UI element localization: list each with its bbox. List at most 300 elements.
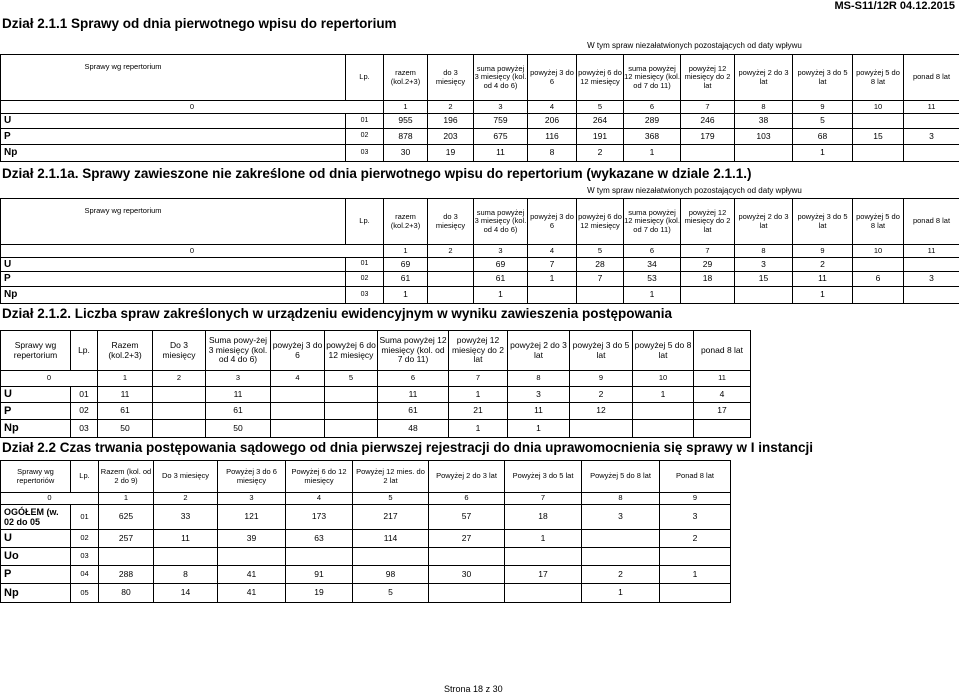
col-header: powyżej 12 miesięcy do 2 lat	[681, 199, 735, 245]
table-row	[1, 258, 959, 272]
row-label: OGÓŁEM (w. 02 do 05	[1, 505, 71, 530]
row-lp: 03	[346, 287, 384, 304]
index-cell: 6	[624, 101, 681, 114]
index-cell: 4	[271, 371, 325, 387]
index-cell: 1	[384, 245, 428, 258]
table-cell: 12	[570, 403, 633, 420]
col-header: powyżej 5 do 8 lat	[633, 331, 694, 371]
table-cell: 6	[853, 272, 904, 287]
table-cell: 217	[353, 505, 429, 530]
table-cell	[582, 530, 660, 548]
table-cell: 14	[154, 584, 218, 603]
table-cell: 61	[474, 272, 528, 287]
table-cell	[904, 287, 959, 304]
table-cell: 15	[735, 272, 793, 287]
table-cell: 41	[218, 584, 286, 603]
row-label: Np	[1, 420, 71, 438]
col-header: powyżej 3 do 5 lat	[570, 331, 633, 371]
index-cell: 6	[378, 371, 449, 387]
col-header: powyżej 3 do 6	[528, 199, 577, 245]
table-cell: 2	[582, 566, 660, 584]
index-cell: 3	[206, 371, 271, 387]
table-cell: 11	[206, 387, 271, 403]
table-cell: 11	[508, 403, 570, 420]
row-lp: 01	[71, 505, 99, 530]
table-cell: 41	[218, 566, 286, 584]
col-header: powyżej 3 do 6	[271, 331, 325, 371]
table-cell: 19	[286, 584, 353, 603]
col-header: razem (kol.2+3)	[384, 199, 428, 245]
row-label: U	[1, 387, 71, 403]
table-cell: 1	[660, 566, 731, 584]
table-cell: 2	[577, 145, 624, 162]
col-header: powyżej 2 do 3 lat	[735, 55, 793, 101]
index-cell: 0	[1, 493, 99, 505]
table-cell: 173	[286, 505, 353, 530]
header-row	[1, 461, 731, 493]
table-cell: 15	[853, 129, 904, 145]
col-header-lp: Lp.	[346, 199, 384, 245]
index-cell: 5	[325, 371, 378, 387]
section-1-title: Dział 2.1.1 Sprawy od dnia pierwotnego wpisu do repertorium	[2, 16, 397, 31]
table-cell	[429, 548, 505, 566]
table-cell: 257	[99, 530, 154, 548]
table-cell	[428, 272, 474, 287]
table-cell	[660, 584, 731, 603]
table-cell: 30	[429, 566, 505, 584]
row-lp: 05	[71, 584, 99, 603]
index-cell: 9	[570, 371, 633, 387]
table-cell: 61	[378, 403, 449, 420]
table-row	[1, 114, 959, 129]
index-cell: 3	[474, 101, 528, 114]
table-row	[1, 145, 959, 162]
table-cell: 264	[577, 114, 624, 129]
row-label: P	[1, 403, 71, 420]
table-cell: 1	[793, 287, 853, 304]
col-header-lp: Lp.	[71, 331, 98, 371]
table-row	[1, 566, 731, 584]
row-label: U	[1, 114, 346, 129]
row-lp: 01	[346, 114, 384, 129]
col-header: powyżej 2 do 3 lat	[735, 199, 793, 245]
section-2-table	[0, 198, 959, 304]
col-header: Powyżej 3 do 6 miesięcy	[218, 461, 286, 493]
col-header-repertorium: Sprawy wg repertorium	[1, 199, 346, 245]
table-cell: 1	[384, 287, 428, 304]
col-header: powyżej 6 do 12 miesięcy	[577, 199, 624, 245]
index-cell: 5	[577, 245, 624, 258]
row-lp: 01	[71, 387, 98, 403]
table-cell: 18	[681, 272, 735, 287]
table-row	[1, 530, 731, 548]
table-cell: 8	[154, 566, 218, 584]
section-2-title: Dział 2.1.1a. Sprawy zawieszone nie zakreślone od dnia pierwotnego wpisu do repertorium (wykazane w dziale 2.1.1.)	[2, 166, 752, 181]
table-cell	[694, 420, 751, 438]
section-4-title: Dział 2.2 Czas trwania postępowania sądowego od dnia pierwszej rejestracji do dnia uprawomocnienia się sprawy w I instancji	[2, 440, 813, 455]
table-cell: 50	[98, 420, 153, 438]
table-cell	[633, 420, 694, 438]
table-cell: 21	[449, 403, 508, 420]
table-cell: 1	[449, 420, 508, 438]
table-cell: 17	[694, 403, 751, 420]
table-cell	[271, 403, 325, 420]
table-cell	[577, 287, 624, 304]
index-cell: 5	[353, 493, 429, 505]
table-cell: 8	[528, 145, 577, 162]
table-cell	[325, 420, 378, 438]
table-cell: 288	[99, 566, 154, 584]
table-cell: 179	[681, 129, 735, 145]
index-cell: 11	[904, 245, 959, 258]
row-label: Uo	[1, 548, 71, 566]
table-row	[1, 387, 751, 403]
footer-separator: z	[485, 684, 491, 694]
index-row	[1, 101, 959, 114]
col-header-lp: Lp.	[71, 461, 99, 493]
table-row	[1, 584, 731, 603]
index-cell: 8	[582, 493, 660, 505]
table-cell	[428, 287, 474, 304]
table-cell	[325, 403, 378, 420]
col-header: Powyżej 5 do 8 lat	[582, 461, 660, 493]
col-header: Suma powyżej 12 miesięcy (kol. od 7 do 11)	[378, 331, 449, 371]
row-label: P	[1, 272, 346, 287]
table-cell: 80	[99, 584, 154, 603]
col-header: razem (kol.2+3)	[384, 55, 428, 101]
section-3-title: Dział 2.1.2. Liczba spraw zakreślonych w urządzeniu ewidencyjnym w wyniku zawieszenia postępowania	[2, 306, 672, 321]
table-cell: 2	[660, 530, 731, 548]
table-cell	[528, 287, 577, 304]
table-cell	[853, 258, 904, 272]
table-cell: 69	[384, 258, 428, 272]
table-cell: 98	[353, 566, 429, 584]
table-cell: 3	[735, 258, 793, 272]
table-cell: 61	[206, 403, 271, 420]
table-cell: 5	[793, 114, 853, 129]
index-cell: 0	[1, 245, 384, 258]
table-cell	[353, 548, 429, 566]
table-cell: 11	[378, 387, 449, 403]
table-cell: 39	[218, 530, 286, 548]
col-header: suma powyżej 12 miesięcy (kol. od 7 do 11)	[624, 55, 681, 101]
col-header: powyżej 12 miesięcy do 2 lat	[681, 55, 735, 101]
col-header: powyżej 6 do 12 miesięcy	[577, 55, 624, 101]
index-cell: 11	[904, 101, 959, 114]
table-cell: 1	[793, 145, 853, 162]
table-cell	[271, 420, 325, 438]
table-cell: 675	[474, 129, 528, 145]
index-cell: 0	[1, 101, 384, 114]
table-cell: 38	[735, 114, 793, 129]
header-row	[1, 199, 959, 245]
table-cell	[286, 548, 353, 566]
col-header: powyżej 6 do 12 miesięcy	[325, 331, 378, 371]
table-cell: 2	[570, 387, 633, 403]
table-row	[1, 129, 959, 145]
table-cell: 30	[384, 145, 428, 162]
table-cell: 103	[735, 129, 793, 145]
table-cell: 63	[286, 530, 353, 548]
row-lp: 02	[71, 530, 99, 548]
table-cell: 121	[218, 505, 286, 530]
col-header: Do 3 miesięcy	[153, 331, 206, 371]
row-label: U	[1, 258, 346, 272]
col-header: ponad 8 lat	[904, 199, 959, 245]
table-cell: 1	[508, 420, 570, 438]
table-cell	[853, 114, 904, 129]
index-cell: 4	[528, 245, 577, 258]
table-cell: 19	[428, 145, 474, 162]
table-cell: 18	[505, 505, 582, 530]
table-cell: 33	[154, 505, 218, 530]
table-cell: 7	[528, 258, 577, 272]
footer-page-number: 18	[473, 684, 484, 694]
table-cell: 289	[624, 114, 681, 129]
table-cell	[153, 420, 206, 438]
table-cell	[681, 287, 735, 304]
table-cell: 759	[474, 114, 528, 129]
index-cell: 10	[853, 245, 904, 258]
table-cell: 28	[577, 258, 624, 272]
section-4-table	[0, 460, 731, 603]
index-cell: 1	[99, 493, 154, 505]
col-header: Razem (kol. od 2 do 9)	[99, 461, 154, 493]
table-cell: 11	[154, 530, 218, 548]
table-cell	[582, 548, 660, 566]
col-header: powyżej 5 do 8 lat	[853, 199, 904, 245]
col-header: Powyżej 12 mies. do 2 lat	[353, 461, 429, 493]
table-cell	[570, 420, 633, 438]
table-cell	[428, 258, 474, 272]
table-cell	[505, 584, 582, 603]
col-header: suma powyżej 3 miesięcy (kol. od 4 do 6)	[474, 199, 528, 245]
table-cell: 196	[428, 114, 474, 129]
col-header: Ponad 8 lat	[660, 461, 731, 493]
header-row	[1, 331, 751, 371]
row-label: Np	[1, 145, 346, 162]
row-lp: 03	[346, 145, 384, 162]
col-header-repertorium: Sprawy wg repertorium	[1, 331, 71, 371]
table-cell	[429, 584, 505, 603]
col-header: powyżej 3 do 5 lat	[793, 199, 853, 245]
header-row	[1, 55, 959, 101]
index-row	[1, 245, 959, 258]
table-cell: 17	[505, 566, 582, 584]
col-header: powyżej 5 do 8 lat	[853, 55, 904, 101]
table-cell: 34	[624, 258, 681, 272]
table-cell	[735, 287, 793, 304]
col-header: do 3 miesięcy	[428, 55, 474, 101]
index-cell: 2	[428, 245, 474, 258]
section-1-table	[0, 54, 959, 162]
table-cell: 4	[694, 387, 751, 403]
section-3-table	[0, 330, 751, 438]
table-row	[1, 548, 731, 566]
index-cell: 2	[154, 493, 218, 505]
index-cell: 7	[681, 101, 735, 114]
table-cell	[271, 387, 325, 403]
table-cell: 68	[793, 129, 853, 145]
index-cell: 1	[384, 101, 428, 114]
table-cell: 3	[660, 505, 731, 530]
table-cell	[633, 403, 694, 420]
table-cell: 2	[793, 258, 853, 272]
table-cell: 116	[528, 129, 577, 145]
row-lp: 02	[71, 403, 98, 420]
row-label: U	[1, 530, 71, 548]
table-cell: 53	[624, 272, 681, 287]
table-row	[1, 420, 751, 438]
index-cell: 11	[694, 371, 751, 387]
col-header: Suma powy-żej 3 miesięcy (kol. od 4 do 6)	[206, 331, 271, 371]
index-row	[1, 493, 731, 505]
footer-prefix: Strona	[444, 684, 471, 694]
col-header: ponad 8 lat	[904, 55, 959, 101]
table-cell: 368	[624, 129, 681, 145]
table-cell	[681, 145, 735, 162]
col-header: powyżej 3 do 5 lat	[793, 55, 853, 101]
col-header: Do 3 miesięcy	[154, 461, 218, 493]
table-cell	[505, 548, 582, 566]
table-cell	[218, 548, 286, 566]
table-row	[1, 272, 959, 287]
col-header: Powyżej 2 do 3 lat	[429, 461, 505, 493]
col-header: Powyżej 3 do 5 lat	[505, 461, 582, 493]
table-cell: 91	[286, 566, 353, 584]
table-cell: 3	[582, 505, 660, 530]
col-header: Razem (kol.2+3)	[98, 331, 153, 371]
table-cell: 11	[474, 145, 528, 162]
index-cell: 5	[577, 101, 624, 114]
col-header: powyżej 2 do 3 lat	[508, 331, 570, 371]
table-row	[1, 287, 959, 304]
table-cell: 48	[378, 420, 449, 438]
index-cell: 6	[624, 245, 681, 258]
table-cell: 1	[624, 287, 681, 304]
table-cell: 1	[582, 584, 660, 603]
table-cell: 50	[206, 420, 271, 438]
index-cell: 8	[735, 101, 793, 114]
table-cell: 114	[353, 530, 429, 548]
footer-page-total: 30	[492, 684, 503, 694]
col-header: do 3 miesięcy	[428, 199, 474, 245]
table-cell: 1	[474, 287, 528, 304]
table-cell: 29	[681, 258, 735, 272]
table-cell: 3	[904, 272, 959, 287]
index-cell: 9	[793, 245, 853, 258]
row-lp: 01	[346, 258, 384, 272]
table-cell: 1	[528, 272, 577, 287]
page-footer	[444, 684, 503, 694]
row-label: P	[1, 129, 346, 145]
index-cell: 2	[153, 371, 206, 387]
index-cell: 0	[1, 371, 98, 387]
section-2-span-header: W tym spraw niezałatwionych pozostających od daty wpływu	[587, 186, 802, 195]
table-cell	[853, 287, 904, 304]
col-header-repertorium: Sprawy wg repertoriów	[1, 461, 71, 493]
index-cell: 7	[505, 493, 582, 505]
col-header: Powyżej 6 do 12 miesięcy	[286, 461, 353, 493]
table-cell: 61	[384, 272, 428, 287]
index-cell: 7	[449, 371, 508, 387]
section-1-span-header: W tym spraw niezałatwionych pozostających od daty wpływu	[587, 41, 802, 50]
index-cell: 8	[735, 245, 793, 258]
table-cell: 11	[793, 272, 853, 287]
col-header: powyżej 3 do 6	[528, 55, 577, 101]
table-row	[1, 403, 751, 420]
table-cell: 61	[98, 403, 153, 420]
table-cell: 69	[474, 258, 528, 272]
table-cell: 1	[624, 145, 681, 162]
col-header: suma powyżej 12 miesięcy (kol. od 7 do 11)	[624, 199, 681, 245]
col-header: ponad 8 lat	[694, 331, 751, 371]
index-cell: 3	[474, 245, 528, 258]
table-cell: 7	[577, 272, 624, 287]
table-cell	[325, 387, 378, 403]
table-cell	[904, 258, 959, 272]
index-cell: 8	[508, 371, 570, 387]
row-lp: 04	[71, 566, 99, 584]
row-label: Np	[1, 584, 71, 603]
row-lp: 02	[346, 129, 384, 145]
table-cell: 206	[528, 114, 577, 129]
index-cell: 9	[660, 493, 731, 505]
table-cell	[904, 114, 959, 129]
row-lp: 02	[346, 272, 384, 287]
row-label: P	[1, 566, 71, 584]
row-lp: 03	[71, 420, 98, 438]
index-row	[1, 371, 751, 387]
col-header-lp: Lp.	[346, 55, 384, 101]
index-cell: 2	[428, 101, 474, 114]
index-cell: 3	[218, 493, 286, 505]
table-cell: 203	[428, 129, 474, 145]
table-cell	[660, 548, 731, 566]
index-cell: 4	[286, 493, 353, 505]
table-cell	[735, 145, 793, 162]
index-cell: 7	[681, 245, 735, 258]
table-cell: 3	[904, 129, 959, 145]
table-cell: 11	[98, 387, 153, 403]
index-cell: 10	[853, 101, 904, 114]
table-cell: 57	[429, 505, 505, 530]
index-cell: 9	[793, 101, 853, 114]
table-cell: 191	[577, 129, 624, 145]
table-cell	[904, 145, 959, 162]
table-cell: 5	[353, 584, 429, 603]
index-cell: 4	[528, 101, 577, 114]
table-cell: 1	[505, 530, 582, 548]
index-cell: 10	[633, 371, 694, 387]
table-cell: 3	[508, 387, 570, 403]
table-cell: 1	[449, 387, 508, 403]
table-cell	[99, 548, 154, 566]
row-label: Np	[1, 287, 346, 304]
table-cell: 955	[384, 114, 428, 129]
table-cell: 878	[384, 129, 428, 145]
table-row	[1, 505, 731, 530]
row-lp: 03	[71, 548, 99, 566]
table-cell	[153, 403, 206, 420]
col-header: suma powyżej 3 miesięcy (kol. od 4 do 6)	[474, 55, 528, 101]
page-reference: MS-S11/12R 04.12.2015	[834, 0, 955, 12]
col-header: powyżej 12 miesięcy do 2 lat	[449, 331, 508, 371]
index-cell: 1	[98, 371, 153, 387]
table-cell: 625	[99, 505, 154, 530]
table-cell	[153, 387, 206, 403]
table-cell: 27	[429, 530, 505, 548]
